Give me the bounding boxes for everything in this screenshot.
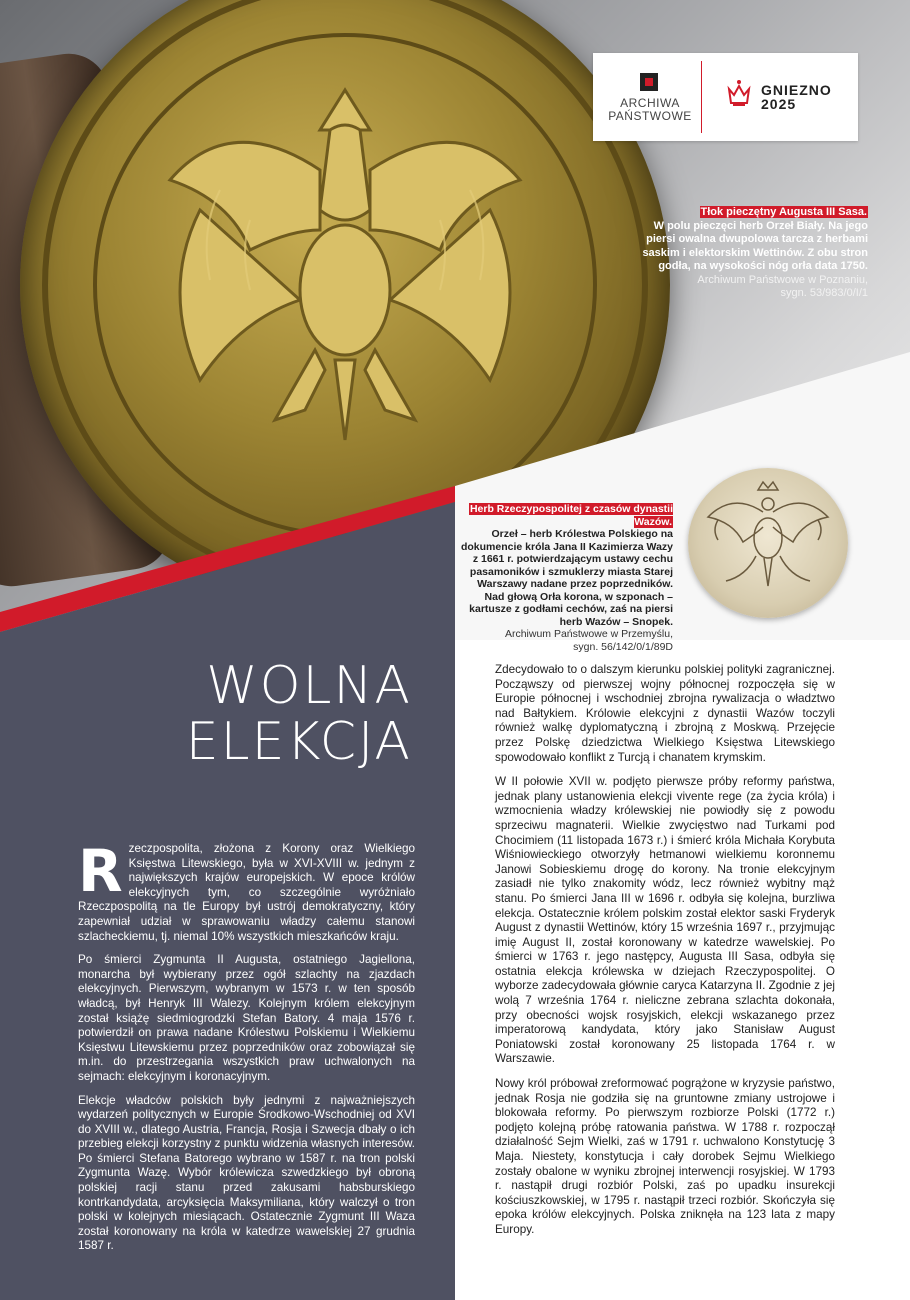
right-paragraph-2: W II połowie XVII w. podjęto pierwsze próby reformy państwa, jednak plany ustanowienia elekcji vivente rege (za życia króla) i wzmocnienia władzy królewskiej nie powiodły się z powodu sprzeciwu magnaterii. Wielkie zwycięstwo nad Turkami pod Chocimiem (11 listopada 1673 r.) i śmierć króla Michała Korybuta Wiśniowieckiego otworzyły hetmanowi wielkiemu koronnemu Janowi Sobieskiemu drogę do korony. Na tronie elekcyjnym zasiadł nie tylko znakomity wódz, lecz również wybitny mąż stanu. Po śmierci Jana III w 1696 r. odbyła się kolejna, burzliwa elekcja. Ostatecznie królem polskim został elektor saski Fryderyk August z dynastii Wettinów, który 15 września 1697 r., przyjmując imię August II, został koronowany w katedrze wawelskiej. Po śmierci w 1763 r. jego następcy, Augusta III Sasa, odbyła się ostatnia elekcja królewska w dziejach Rzeczypospolitej. O wyborze zadecydowała głównie caryca Katarzyna II. Zgodnie z jej wolą 7 września 1764 r. nieliczne zebrana szlachta dokonała, przy obecności wojsk rosyjskich, elekcji wskazanego przez imperatorową kandydata, który jako Stanisław August Poniatowski został koronowany 25 listopada 1764 r. w Warszawie.: [495, 775, 835, 1066]
left-paragraph-1-text: zeczpospolita, złożona z Korony oraz Wielkiego Księstwa Litewskiego, była w XVI-XVIII w. jednym z największych krajów europejskich. W epoce królów elekcyjnych tym, co szczególnie wyróżniało Rzeczpospolitą na tle Europy był ustrój demokratyczny, który zapewniał udział w sprawowaniu władzy całemu stanowi szlacheckiemu, tj. niemal 10% wszystkich mieszkańców kraju.: [78, 842, 415, 943]
gniezno-word: GNIEZNO: [761, 82, 832, 98]
logos-box: [593, 53, 858, 141]
caption-seal-signature: sygn. 53/983/0/I/1: [780, 287, 868, 299]
gniezno-crown-icon: [725, 77, 753, 113]
caption-seal-body: W polu pieczęci herb Orzeł Biały. Na jego piersi owalna dwupolowa tarcza z herbami saskim i elektorskim Wettinów. Z obu stron godła, na wysokości nóg orła data 1750.: [642, 219, 868, 272]
left-paragraph-2: Po śmierci Zygmunta II Augusta, ostatniego Jagiellona, monarcha był wybierany przez ogół szlachty na zjazdach elekcyjnych. Pierwszym, wybranym w 1573 r. w ten sposób władcą, był Henryk III Walezy. Kolejnym królem elekcyjnym został książę siedmiogrodzki Stefan Batory. 4 maja 1576 r. potwierdził on prawa nadane Królestwu Polskiemu i Wielkiemu Księstwu Litewskiemu przez poprzedników oraz zobowiązał się m.in. do przestrzegania wszystkich praw uchwalonych na sejmach: elekcyjnym i koronacyjnym.: [78, 953, 415, 1083]
left-paragraph-1: [78, 837, 415, 944]
caption-herb-title: Herb Rzeczypospolitej z czasów dynastii Wazów.: [469, 503, 673, 528]
caption-herb-signature: sygn. 56/142/0/1/89D: [573, 640, 673, 653]
gniezno-logo-text: [761, 83, 832, 111]
right-paragraph-3: Nowy król próbował zreformować pogrążone w kryzysie państwo, jednak Rosja nie godziła się na gruntowne zmiany ustrojowe i blokowała reformy. Po pierwszym rozbiorze Polski (1772 r.) podjęto kolejną próbę ratowania państwa. W 1788 r. rozpoczął działalność Sejm Wielki, zaś w 1791 r. uchwalono Konstytucję 3 Maja. Niestety, konstytucja i cały dorobek Sejmu Wielkiego zostały obalone w wyniku zbrojnej interwencji rosyjskiej. W 1793 r. nastąpił drugi rozbiór Polski, zaś po upadku insurekcji kościuszkowskiej, w 1795 r. nastąpił trzeci rozbiór. Skończyła się epoka królów elekcyjnych. Polska zniknęła na 123 lata z mapy Europy.: [495, 1077, 835, 1236]
dropcap-letter: R: [78, 837, 123, 905]
caption-seal: [628, 206, 868, 301]
herb-waza-image: [688, 468, 848, 618]
page-title: [180, 658, 412, 770]
title-line-1: WOLNA: [206, 656, 412, 716]
caption-seal-title: Tłok pieczętny Augusta III Sasa.: [700, 206, 867, 218]
archiwa-logo-text: ARCHIWA PAŃSTWOWE: [608, 96, 692, 123]
right-paragraph-1: Zdecydowało to o dalszym kierunku polskiej polityki zagranicznej. Począwszy od pierwszej wojny północnej rozpoczęła się w Europie północnej i wschodniej zbrojna rywalizacja o władztwo nad Bałtykiem. Królowie elekcyjni z dynastii Wazów toczyli również walkę dyplomatyczną i zbrojną z Moskwą. Przejęcie przez Polskę dziedzictwa Wielkiego Księstwa Litewskiego spowodowało konflikt z Turcją i chanatem krymskim.: [495, 663, 835, 764]
left-paragraph-3: Elekcje władców polskich były jednymi z najważniejszych wydarzeń politycznych w Europie Środkowo-Wschodniej od XVI do XVIII w., dlatego Austria, Francja, Rosja i Szwecja dbały o ich przebieg elekcji korzystny z punktu widzenia własnych interesów. Po śmierci Stefana Batorego wybrano w 1587 r. na tron polski Zygmunta Wazę. Wybór królewicza szwedzkiego był obroną polskiej racji stanu przed zakusami habsburskiego kontrkandydata, arcyksięcia Maksymiliana, który walczył o tron polski w kolejnych miesiącach. Ostatecznie Zygmunt III Waza został koronowany na króla w katedrze wawelskiej 27 grudnia 1587 r.: [78, 1093, 415, 1253]
title-line-2: ELEKCJA: [185, 712, 412, 772]
gniezno-year: 2025: [761, 96, 797, 112]
caption-seal-source: Archiwum Państwowe w Poznaniu,: [697, 273, 868, 286]
herb-eagle-drawing: [688, 468, 848, 618]
caption-herb: [455, 503, 673, 653]
right-column: [495, 663, 835, 1248]
logo-divider: [701, 61, 702, 133]
caption-herb-body: Orzeł – herb Królestwa Polskiego na dokumencie króla Jana II Kazimierza Wazy z 1661 r. potwierdzającym ustawy cechu pasamoników i szmuklerzy miasta Starej Warszawy nadane przez poprzedników. Nad głową Orła korona, w szponach – kartusze z godłami cechów, zaś na piersi herb Wazów – Snopek.: [460, 528, 673, 628]
archiwa-logo-icon: [640, 73, 658, 91]
caption-herb-source: Archiwum Państwowe w Przemyślu,: [504, 628, 673, 640]
left-column: [78, 837, 415, 1263]
